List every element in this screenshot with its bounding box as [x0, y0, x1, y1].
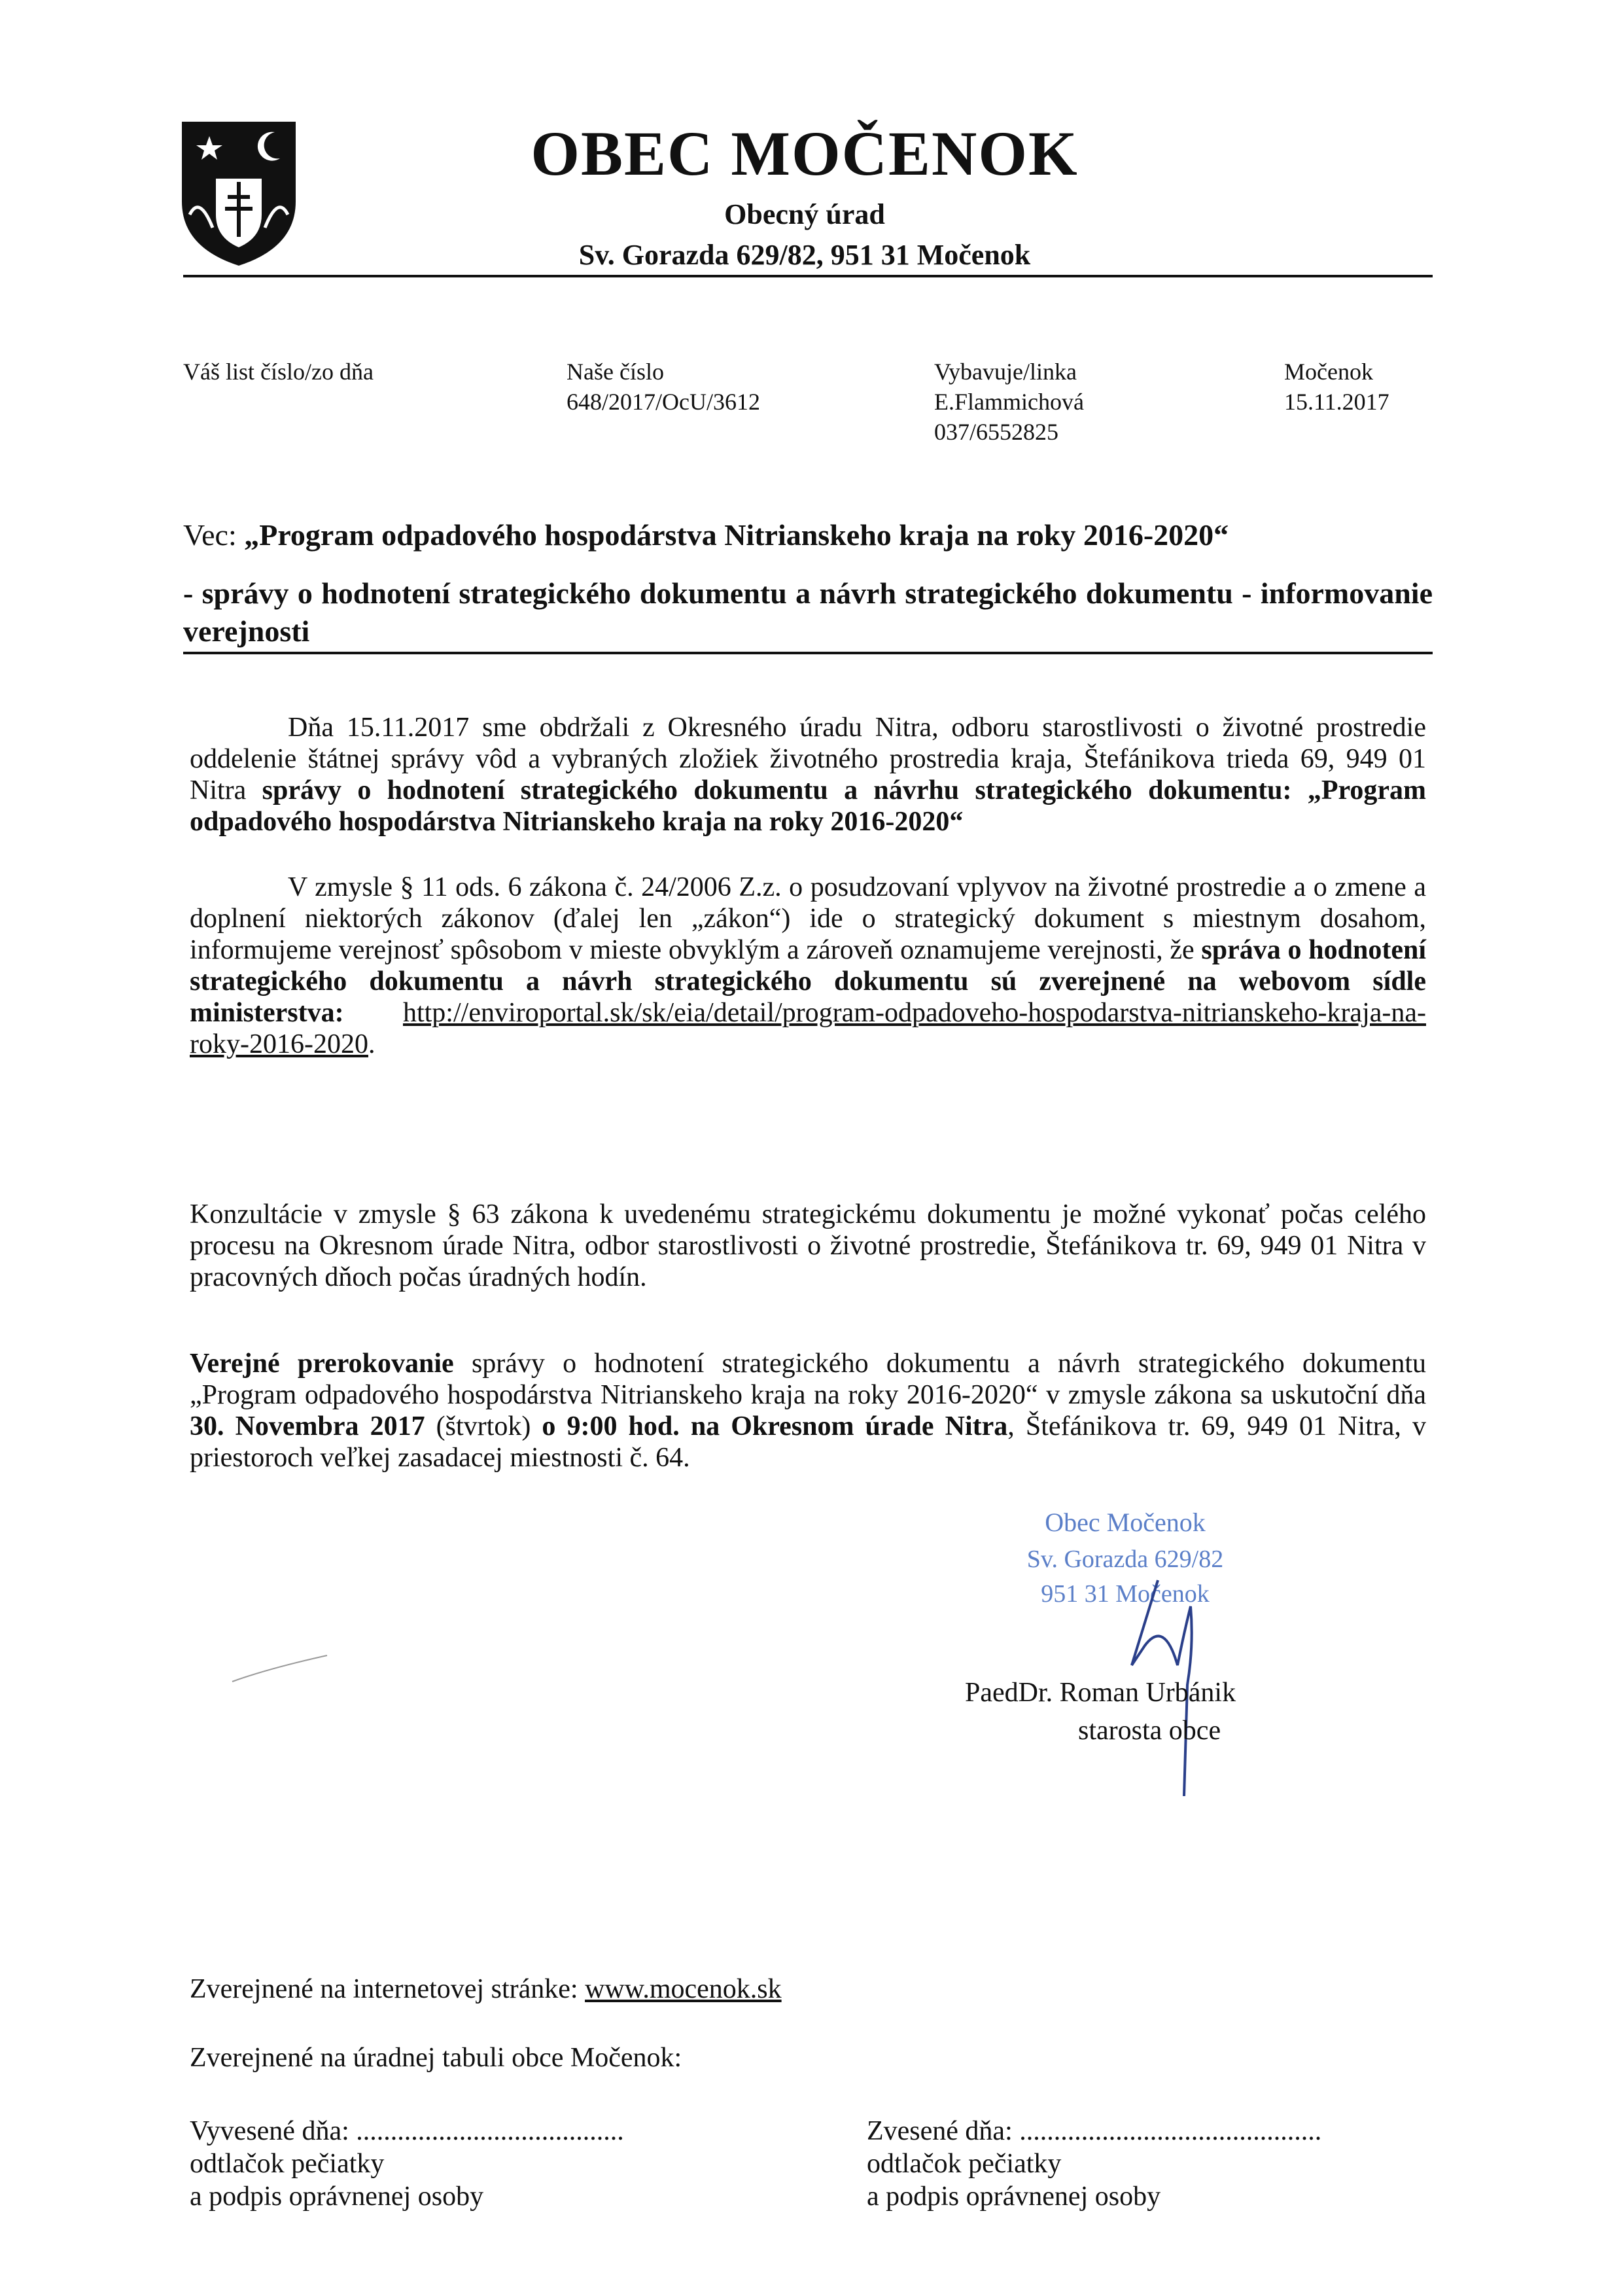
p1-text: Dňa 15.11.2017 sme obdržali z Okresného úradu Nitra, odboru starostlivosti o životné prostredie oddelenie štátnej správy vôd a vybraných zložiek životného prostredia kraja, Štefánikova trieda 69, 949 01 Nitra [190, 713, 1426, 805]
paragraph-consultation: Konzultácie v zmysle § 63 zákona k uvedenému strategickému dokumentu je možné vykonať počas celého procesu na Okresnom úrade Nitra, odbor starostlivosti o životné prostredie, Štefánikova tr. 69, 949 01 Nitra v pracovných dňoch počas úradných hodín. [190, 1199, 1426, 1292]
p4-bold-1: Verejné prerokovanie [190, 1349, 454, 1379]
paragraph-received [190, 712, 1426, 838]
p4-text-1: správy o hodnotení strategického dokumentu a návrh strategického dokumentu „Program odpadového hospodárstva Nitrianskeho kraja na roky 2016-2020“ v zmysle zákona sa uskutoční dňa [190, 1349, 1426, 1410]
stamp-line-2: Sv. Gorazda 629/82 [1026, 1545, 1224, 1573]
ref-handled-by-label: Vybavuje/linka [934, 359, 1077, 385]
ref-handled-by-phone: 037/6552825 [934, 419, 1059, 445]
subject-divider [183, 652, 1433, 654]
p2-bold: správa o hodnotení strategického dokumentu a návrh strategického dokumentu sú zverejnené na webovom sídle ministerstva: [190, 935, 1426, 1028]
posted-sign-line: a podpis oprávnenej osoby [190, 2181, 484, 2212]
paragraph-legal [190, 872, 1426, 1060]
stamp-line-3: 951 31 Močenok [1041, 1580, 1210, 1608]
office-name: Obecný úrad [724, 198, 885, 230]
ref-our-number-label: Naše číslo [567, 359, 664, 385]
ref-date: 15.11.2017 [1284, 389, 1389, 415]
office-address: Sv. Gorazda 629/82, 951 31 Močenok [578, 239, 1031, 271]
removed-block [867, 2115, 1321, 2213]
p1-bold: správy o hodnotení strategického dokumentu a návrhu strategického dokumentu: „Program odpadového hospodárstva Nitrianskeho kraja na roky 2016-2020“ [190, 775, 1427, 837]
published-board-line: Zverejnené na úradnej tabuli obce Močenok: [190, 2043, 682, 2073]
page-title: OBEC MOČENOK [531, 118, 1079, 188]
ref-handled-by [934, 357, 1084, 447]
posted-stamp-line: odtlačok pečiatky [190, 2149, 385, 2179]
ref-our-number [567, 357, 760, 417]
ref-place-date [1284, 357, 1389, 417]
p4-place: o 9:00 hod. na Okresnom úrade Nitra [542, 1411, 1008, 1441]
municipality-crest-icon [177, 116, 301, 270]
subject-line [183, 517, 1433, 554]
signatory-role: starosta obce [1078, 1716, 1221, 1746]
p4-date: 30. Novembra 2017 [190, 1411, 425, 1441]
p4-text-2: (štvrtok) [425, 1411, 542, 1441]
ref-place: Močenok [1284, 359, 1373, 385]
ref-your-letter-label: Váš list číslo/zo dňa [183, 359, 374, 385]
stray-pen-mark [229, 1649, 334, 1688]
posted-date-field: Vyvesené dňa: ....................................... [190, 2116, 624, 2146]
signatory-name: PaedDr. Roman Urbánik [965, 1678, 1236, 1708]
removed-stamp-line: odtlačok pečiatky [867, 2149, 1062, 2179]
published-web-line [190, 1973, 782, 2005]
removed-date-field: Zvesené dňa: ............................................ [867, 2116, 1322, 2146]
published-web-label: Zverejnené na internetovej stránke: [190, 1974, 585, 2004]
header-divider [183, 275, 1433, 277]
paragraph-hearing [190, 1348, 1426, 1474]
subject-title: „Program odpadového hospodárstva Nitrianskeho kraja na roky 2016-2020“ [244, 518, 1229, 552]
website-link[interactable]: www.mocenok.sk [585, 1974, 782, 2004]
enviroportal-link[interactable]: http://enviroportal.sk/sk/eia/detail/program-odpadoveho-hospodarstva-nitrianskeho-kraja-na-roky-2016-2020 [190, 998, 1426, 1059]
p4-text-3: , Štefánikova tr. 69, 949 01 Nitra, v priestoroch veľkej zasadacej miestnosti č. 64. [190, 1411, 1426, 1473]
subject-prefix: Vec: [183, 518, 245, 552]
ref-our-number-value: 648/2017/OcU/3612 [567, 389, 760, 415]
ref-handled-by-name: E.Flammichová [934, 389, 1084, 415]
p2-end: . [368, 1029, 375, 1059]
subject-detail: - správy o hodnotení strategického dokumentu a návrh strategického dokumentu - informovanie verejnosti [183, 576, 1433, 648]
ref-your-letter [183, 357, 374, 387]
removed-sign-line: a podpis oprávnenej osoby [867, 2181, 1161, 2212]
p2-text: V zmysle § 11 ods. 6 zákona č. 24/2006 Z.z. o posudzovaní vplyvov na životné prostredie a o zmene a doplnení niektorých zákonov (ďalej len „zákon“) ide o strategický dokument s miestnym dosahom, informujeme verejnosť spôsobom v mieste obvyklým a zároveň oznamujeme verejnosti, že [190, 872, 1426, 965]
stamp-line-1: Obec Močenok [1045, 1508, 1206, 1537]
posted-block [190, 2115, 624, 2213]
